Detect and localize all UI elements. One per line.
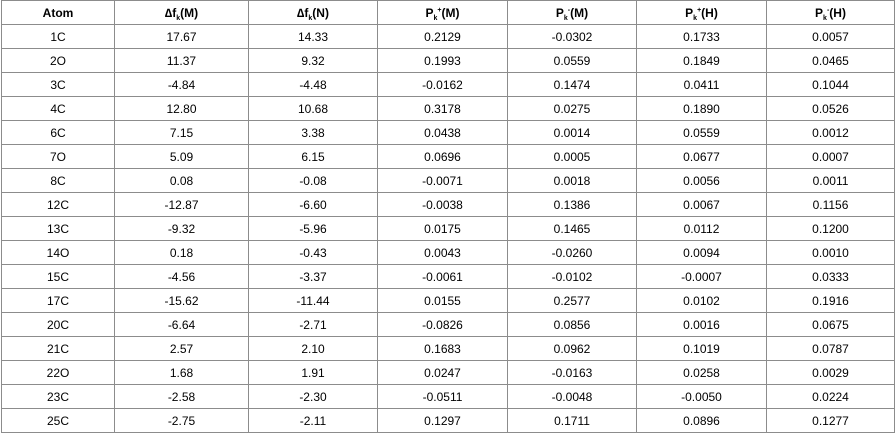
header-superscript: + (697, 6, 702, 14)
table-row (2, 73, 895, 97)
cell-value: -0.0162 (378, 73, 508, 97)
cell-atom: 20C (2, 313, 115, 337)
cell-value: 6.15 (249, 145, 378, 169)
cell-value: 2.10 (249, 337, 378, 361)
header-atom: Atom (2, 1, 115, 25)
cell-value: 0.1019 (637, 337, 767, 361)
header-p-plus-m (378, 1, 508, 25)
cell-value: -6.60 (249, 193, 378, 217)
table-header-row (2, 1, 895, 25)
cell-value: 0.0007 (767, 145, 895, 169)
cell-value: 5.09 (115, 145, 249, 169)
cell-value: 0.1711 (508, 409, 637, 433)
cell-atom: 4C (2, 97, 115, 121)
cell-value: 0.3178 (378, 97, 508, 121)
cell-value: -15.62 (115, 289, 249, 313)
cell-value: 0.1465 (508, 217, 637, 241)
cell-value: 0.0014 (508, 121, 637, 145)
cell-value: -2.58 (115, 385, 249, 409)
cell-value: -2.11 (249, 409, 378, 433)
cell-value: -0.08 (249, 169, 378, 193)
header-p-minus-h (767, 1, 895, 25)
header-superscript: + (437, 6, 442, 14)
cell-value: 0.1277 (767, 409, 895, 433)
cell-value: 0.1474 (508, 73, 637, 97)
cell-value: 10.68 (249, 97, 378, 121)
cell-value: 0.0258 (637, 361, 767, 385)
table-row (2, 25, 895, 49)
cell-atom: 7O (2, 145, 115, 169)
table-row (2, 337, 895, 361)
cell-value: -0.0071 (378, 169, 508, 193)
header-suffix: (M) (570, 5, 589, 20)
cell-value: 0.0016 (637, 313, 767, 337)
cell-atom: 8C (2, 169, 115, 193)
cell-atom: 14O (2, 241, 115, 265)
cell-value: -0.0511 (378, 385, 508, 409)
cell-value: 0.0057 (767, 25, 895, 49)
cell-atom: 17C (2, 289, 115, 313)
header-subscript: k (176, 14, 181, 22)
cell-value: 0.0896 (637, 409, 767, 433)
cell-value: -2.30 (249, 385, 378, 409)
cell-value: 3.38 (249, 121, 378, 145)
cell-value: 0.0155 (378, 289, 508, 313)
header-prefix: ∆f (297, 5, 309, 20)
cell-atom: 3C (2, 73, 115, 97)
cell-value: 0.0094 (637, 241, 767, 265)
cell-value: 0.2129 (378, 25, 508, 49)
cell-value: -0.43 (249, 241, 378, 265)
cell-value: 0.0677 (637, 145, 767, 169)
table-row (2, 169, 895, 193)
cell-value: -9.32 (115, 217, 249, 241)
cell-value: 0.08 (115, 169, 249, 193)
table-row (2, 121, 895, 145)
cell-value: -0.0050 (637, 385, 767, 409)
cell-value: 0.0010 (767, 241, 895, 265)
header-subscript: k (308, 14, 313, 22)
table-row (2, 313, 895, 337)
header-subscript: k (823, 14, 827, 22)
cell-value: 0.0247 (378, 361, 508, 385)
table-row (2, 145, 895, 169)
cell-value: 0.1683 (378, 337, 508, 361)
cell-value: 14.33 (249, 25, 378, 49)
header-prefix: ∆f (164, 5, 177, 20)
cell-value: 0.0175 (378, 217, 508, 241)
cell-value: 0.0559 (637, 121, 767, 145)
cell-value: -4.84 (115, 73, 249, 97)
cell-atom: 22O (2, 361, 115, 385)
cell-value: 0.0011 (767, 169, 895, 193)
cell-value: 0.1890 (637, 97, 767, 121)
header-suffix: (H) (701, 5, 718, 20)
cell-value: 1.91 (249, 361, 378, 385)
cell-value: -4.56 (115, 265, 249, 289)
table-row (2, 217, 895, 241)
header-suffix: (N) (312, 5, 329, 20)
header-suffix: (M) (180, 5, 199, 20)
cell-value: 0.0275 (508, 97, 637, 121)
table-row (2, 193, 895, 217)
cell-value: 17.67 (115, 25, 249, 49)
table-row (2, 289, 895, 313)
cell-value: 0.0112 (637, 217, 767, 241)
header-subscript: k (563, 14, 568, 22)
cell-atom: 2O (2, 49, 115, 73)
header-subscript: k (693, 14, 698, 22)
cell-value: -0.0260 (508, 241, 637, 265)
header-prefix: P (555, 5, 564, 20)
cell-atom: 6C (2, 121, 115, 145)
cell-value: 7.15 (115, 121, 249, 145)
table-row (2, 241, 895, 265)
table-row (2, 49, 895, 73)
cell-value: 0.0438 (378, 121, 508, 145)
table-row (2, 385, 895, 409)
cell-value: 0.0411 (637, 73, 767, 97)
cell-value: 0.0043 (378, 241, 508, 265)
table-row (2, 265, 895, 289)
cell-value: 0.18 (115, 241, 249, 265)
header-suffix: (M) (441, 5, 460, 20)
cell-value: 0.1044 (767, 73, 895, 97)
cell-value: -0.0048 (508, 385, 637, 409)
cell-atom: 21C (2, 337, 115, 361)
header-prefix: P (685, 5, 694, 20)
cell-value: 0.2577 (508, 289, 637, 313)
cell-value: 0.0018 (508, 169, 637, 193)
header-superscript: - (826, 6, 830, 14)
table-row (2, 361, 895, 385)
cell-atom: 12C (2, 193, 115, 217)
cell-value: 2.57 (115, 337, 249, 361)
cell-value: -0.0302 (508, 25, 637, 49)
cell-value: -0.0102 (508, 265, 637, 289)
cell-value: 0.0465 (767, 49, 895, 73)
header-suffix: (H) (829, 5, 846, 20)
reactivity-descriptor-table (1, 0, 895, 433)
cell-value: -2.75 (115, 409, 249, 433)
header-prefix: P (425, 5, 434, 20)
cell-atom: 15C (2, 265, 115, 289)
cell-value: 12.80 (115, 97, 249, 121)
header-prefix: P (815, 5, 824, 20)
header-delta-f-n (249, 1, 378, 25)
header-p-minus-m (508, 1, 637, 25)
cell-value: -0.0061 (378, 265, 508, 289)
cell-value: 1.68 (115, 361, 249, 385)
header-p-plus-h (637, 1, 767, 25)
cell-value: 0.0526 (767, 97, 895, 121)
cell-value: 0.0675 (767, 313, 895, 337)
cell-value: 0.1156 (767, 193, 895, 217)
cell-value: 0.1916 (767, 289, 895, 313)
cell-value: 0.0067 (637, 193, 767, 217)
header-subscript: k (433, 14, 438, 22)
cell-value: -3.37 (249, 265, 378, 289)
cell-value: -6.64 (115, 313, 249, 337)
cell-atom: 1C (2, 25, 115, 49)
header-delta-f-m (115, 1, 249, 25)
cell-value: 0.0962 (508, 337, 637, 361)
table-row (2, 409, 895, 433)
cell-value: 0.0856 (508, 313, 637, 337)
cell-atom: 23C (2, 385, 115, 409)
cell-value: -0.0826 (378, 313, 508, 337)
cell-value: 0.1386 (508, 193, 637, 217)
cell-value: 0.0559 (508, 49, 637, 73)
cell-value: 9.32 (249, 49, 378, 73)
table-row (2, 97, 895, 121)
cell-atom: 25C (2, 409, 115, 433)
cell-value: -11.44 (249, 289, 378, 313)
cell-value: 0.1297 (378, 409, 508, 433)
cell-value: 0.0056 (637, 169, 767, 193)
cell-value: -0.0163 (508, 361, 637, 385)
cell-value: 0.0005 (508, 145, 637, 169)
header-superscript: - (567, 6, 571, 14)
cell-value: -4.48 (249, 73, 378, 97)
cell-value: -12.87 (115, 193, 249, 217)
cell-atom: 13C (2, 217, 115, 241)
cell-value: 0.1733 (637, 25, 767, 49)
cell-value: -0.0007 (637, 265, 767, 289)
cell-value: 0.1993 (378, 49, 508, 73)
cell-value: 0.1849 (637, 49, 767, 73)
cell-value: -5.96 (249, 217, 378, 241)
cell-value: 0.0029 (767, 361, 895, 385)
cell-value: 11.37 (115, 49, 249, 73)
cell-value: 0.0102 (637, 289, 767, 313)
cell-value: 0.0012 (767, 121, 895, 145)
cell-value: -2.71 (249, 313, 378, 337)
cell-value: 0.0696 (378, 145, 508, 169)
cell-value: 0.0224 (767, 385, 895, 409)
cell-value: -0.0038 (378, 193, 508, 217)
cell-value: 0.0333 (767, 265, 895, 289)
cell-value: 0.0787 (767, 337, 895, 361)
cell-value: 0.1200 (767, 217, 895, 241)
